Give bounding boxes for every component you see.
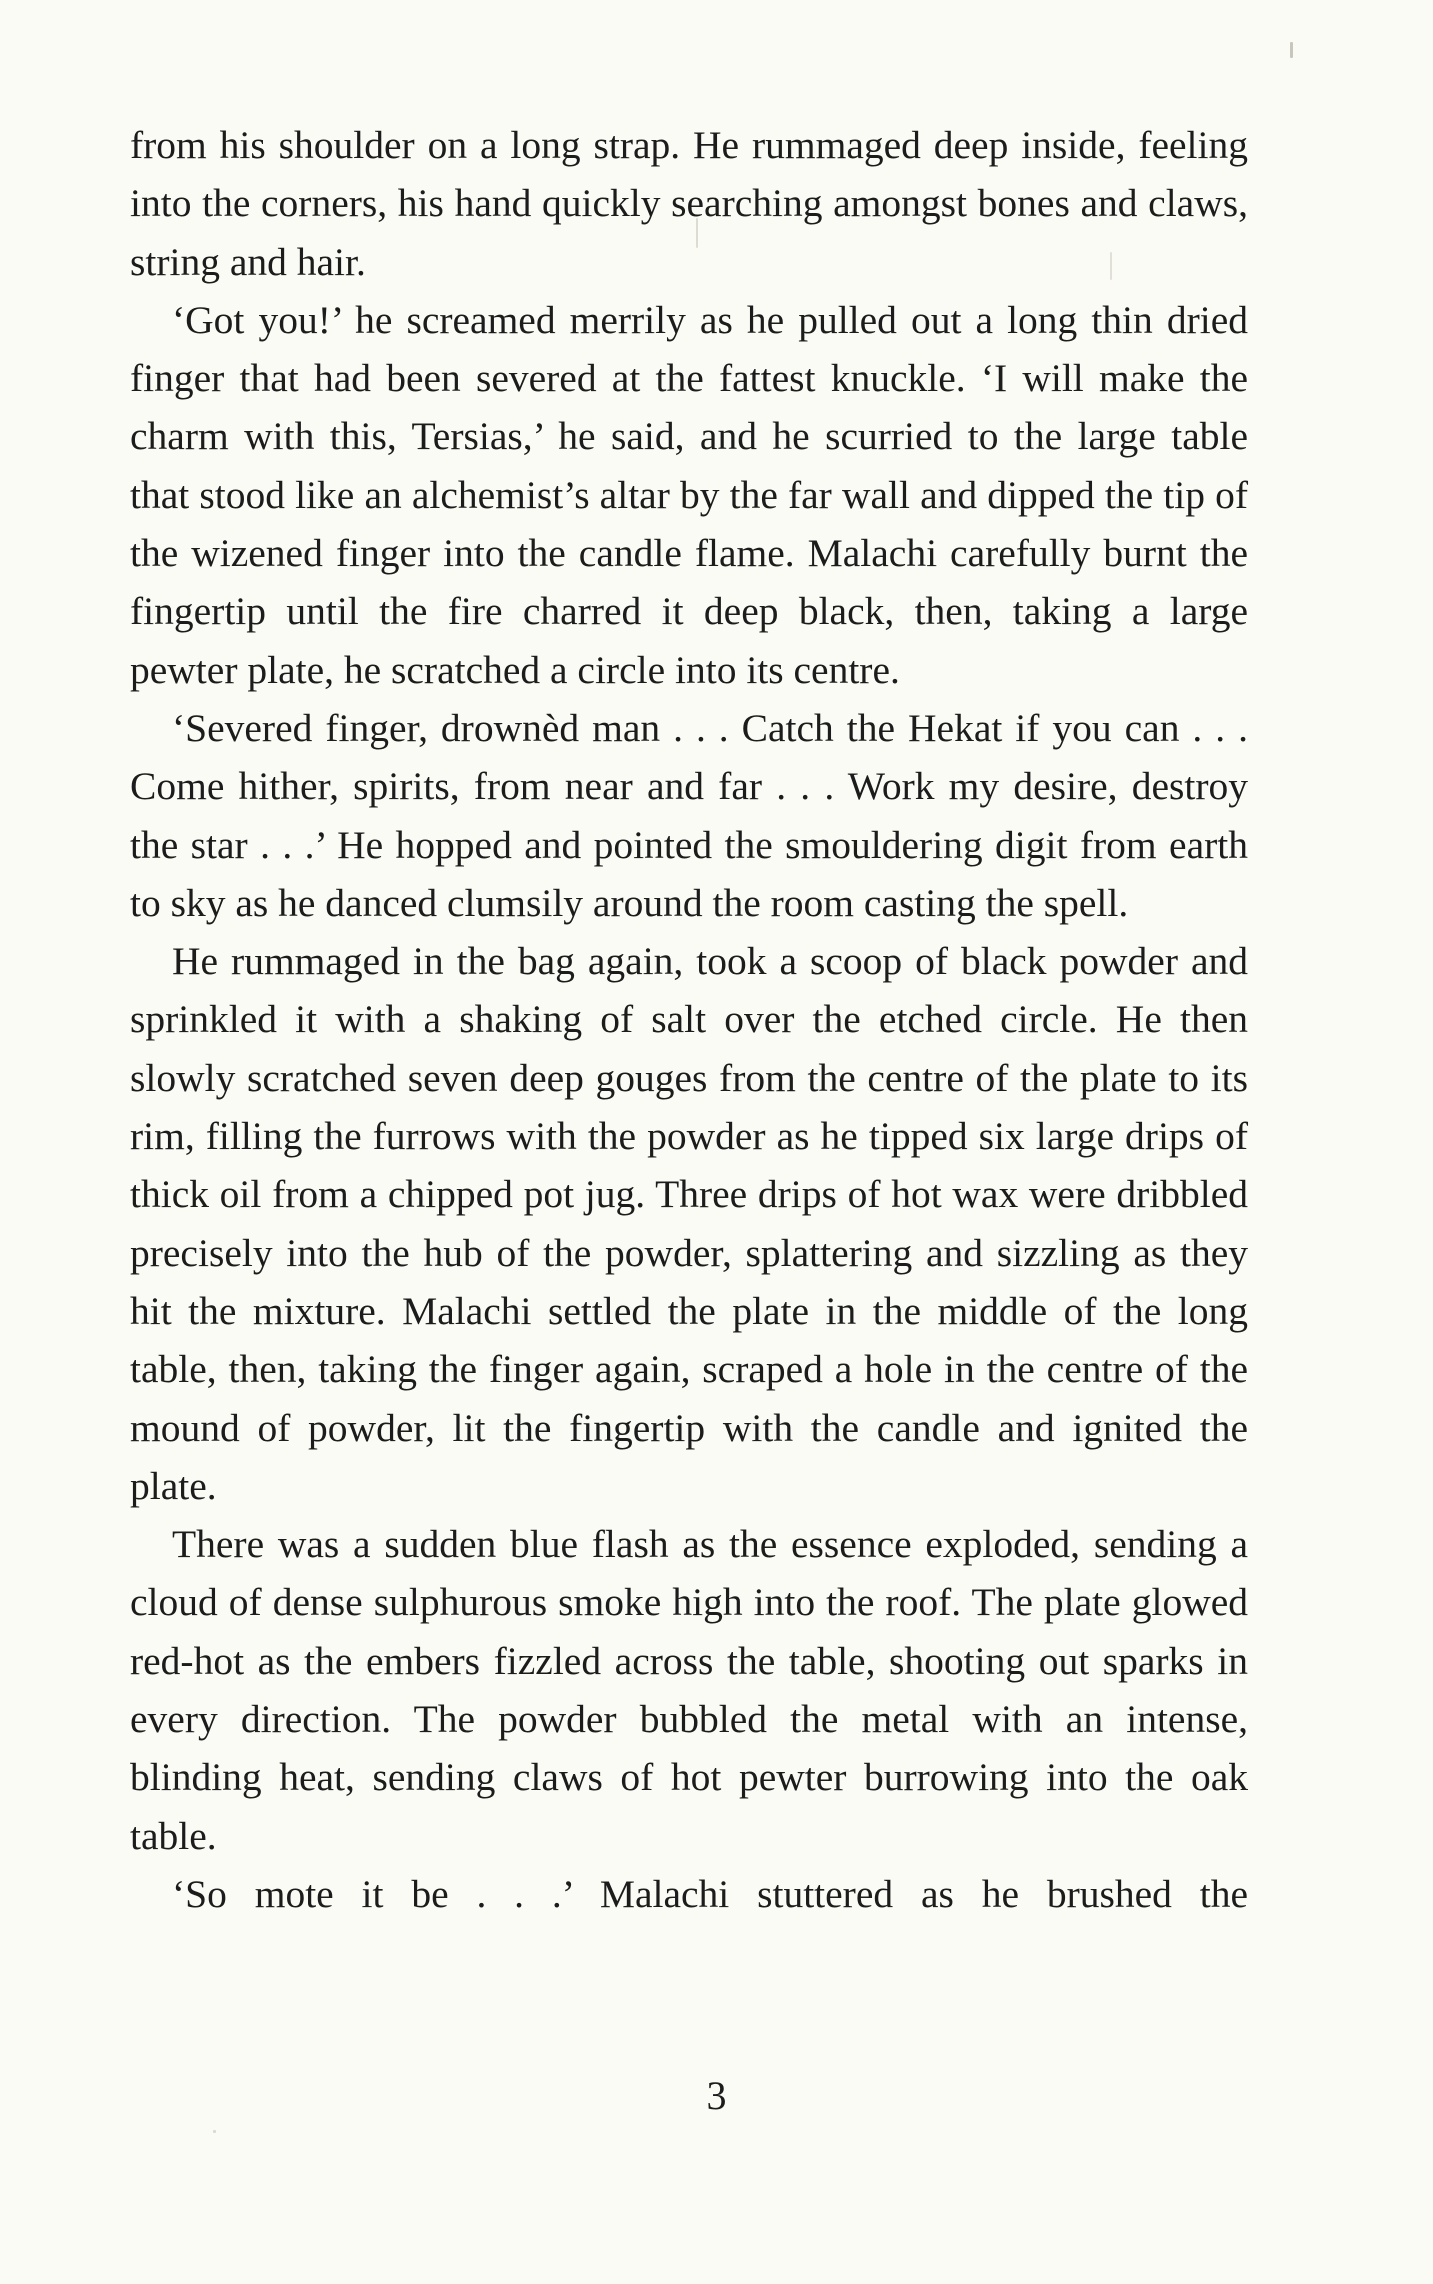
page-number: 3 [706,2073,727,2118]
scan-speck [1290,42,1293,58]
scan-speck [213,2130,216,2133]
paragraph: ‘Got you!’ he screamed merrily as he pulled out a long thin dried finger that had been severed at the fattest knuckle. ‘I will make the charm with this, Tersias,’ he said, and he scurried to the large table that stood like an alchemist’s altar by the far wall and dipped the tip of the wizened finger into the candle flame. Malachi carefully burnt the fingertip until the fire charred it deep black, then, taking a large pewter plate, he scratched a circle into its centre. [130,297,1248,692]
paragraph: ‘So mote it be . . .’ Malachi stuttered as he brushed the [172,1871,1248,1916]
paragraph: from his shoulder on a long strap. He rummaged deep inside, feeling into the corners, his hand quickly searching amongst bones and claws, string and hair. [130,123,1248,284]
paragraph: There was a sudden blue flash as the essence exploded, sending a cloud of dense sulphurous smoke high into the roof. The plate glowed red-hot as the embers fizzled across the table, shooting out sparks in every direction. The powder bubbled the metal with an intense, blinding heat, sending claws of hot pewter burrowing into the oak table. [130,1522,1248,1858]
paragraph: ‘Severed finger, drownèd man . . . Catch the Hekat if you can . . . Come hither, spirits, from near and far . . . Work my desire, destroy the star . . .’ He hopped and pointed the smouldering digit from earth to sky as he danced clumsily around the room casting the spell. [130,705,1248,925]
paragraph: He rummaged in the bag again, took a scoop of black powder and sprinkled it with a shaking of salt over the etched circle. He then slowly scratched seven deep gouges from the centre of the plate to its rim, filling the furrows with the powder as he tipped six large drips of thick oil from a chipped pot jug. Three drips of hot wax were dribbled precisely into the hub of the powder, splattering and sizzling as they hit the mixture. Malachi settled the plate in the middle of the long table, then, taking the finger again, scraped a hole in the centre of the mound of powder, lit the fingertip with the candle and ignited the plate. [130,939,1248,1508]
body-text [130,116,1248,1923]
